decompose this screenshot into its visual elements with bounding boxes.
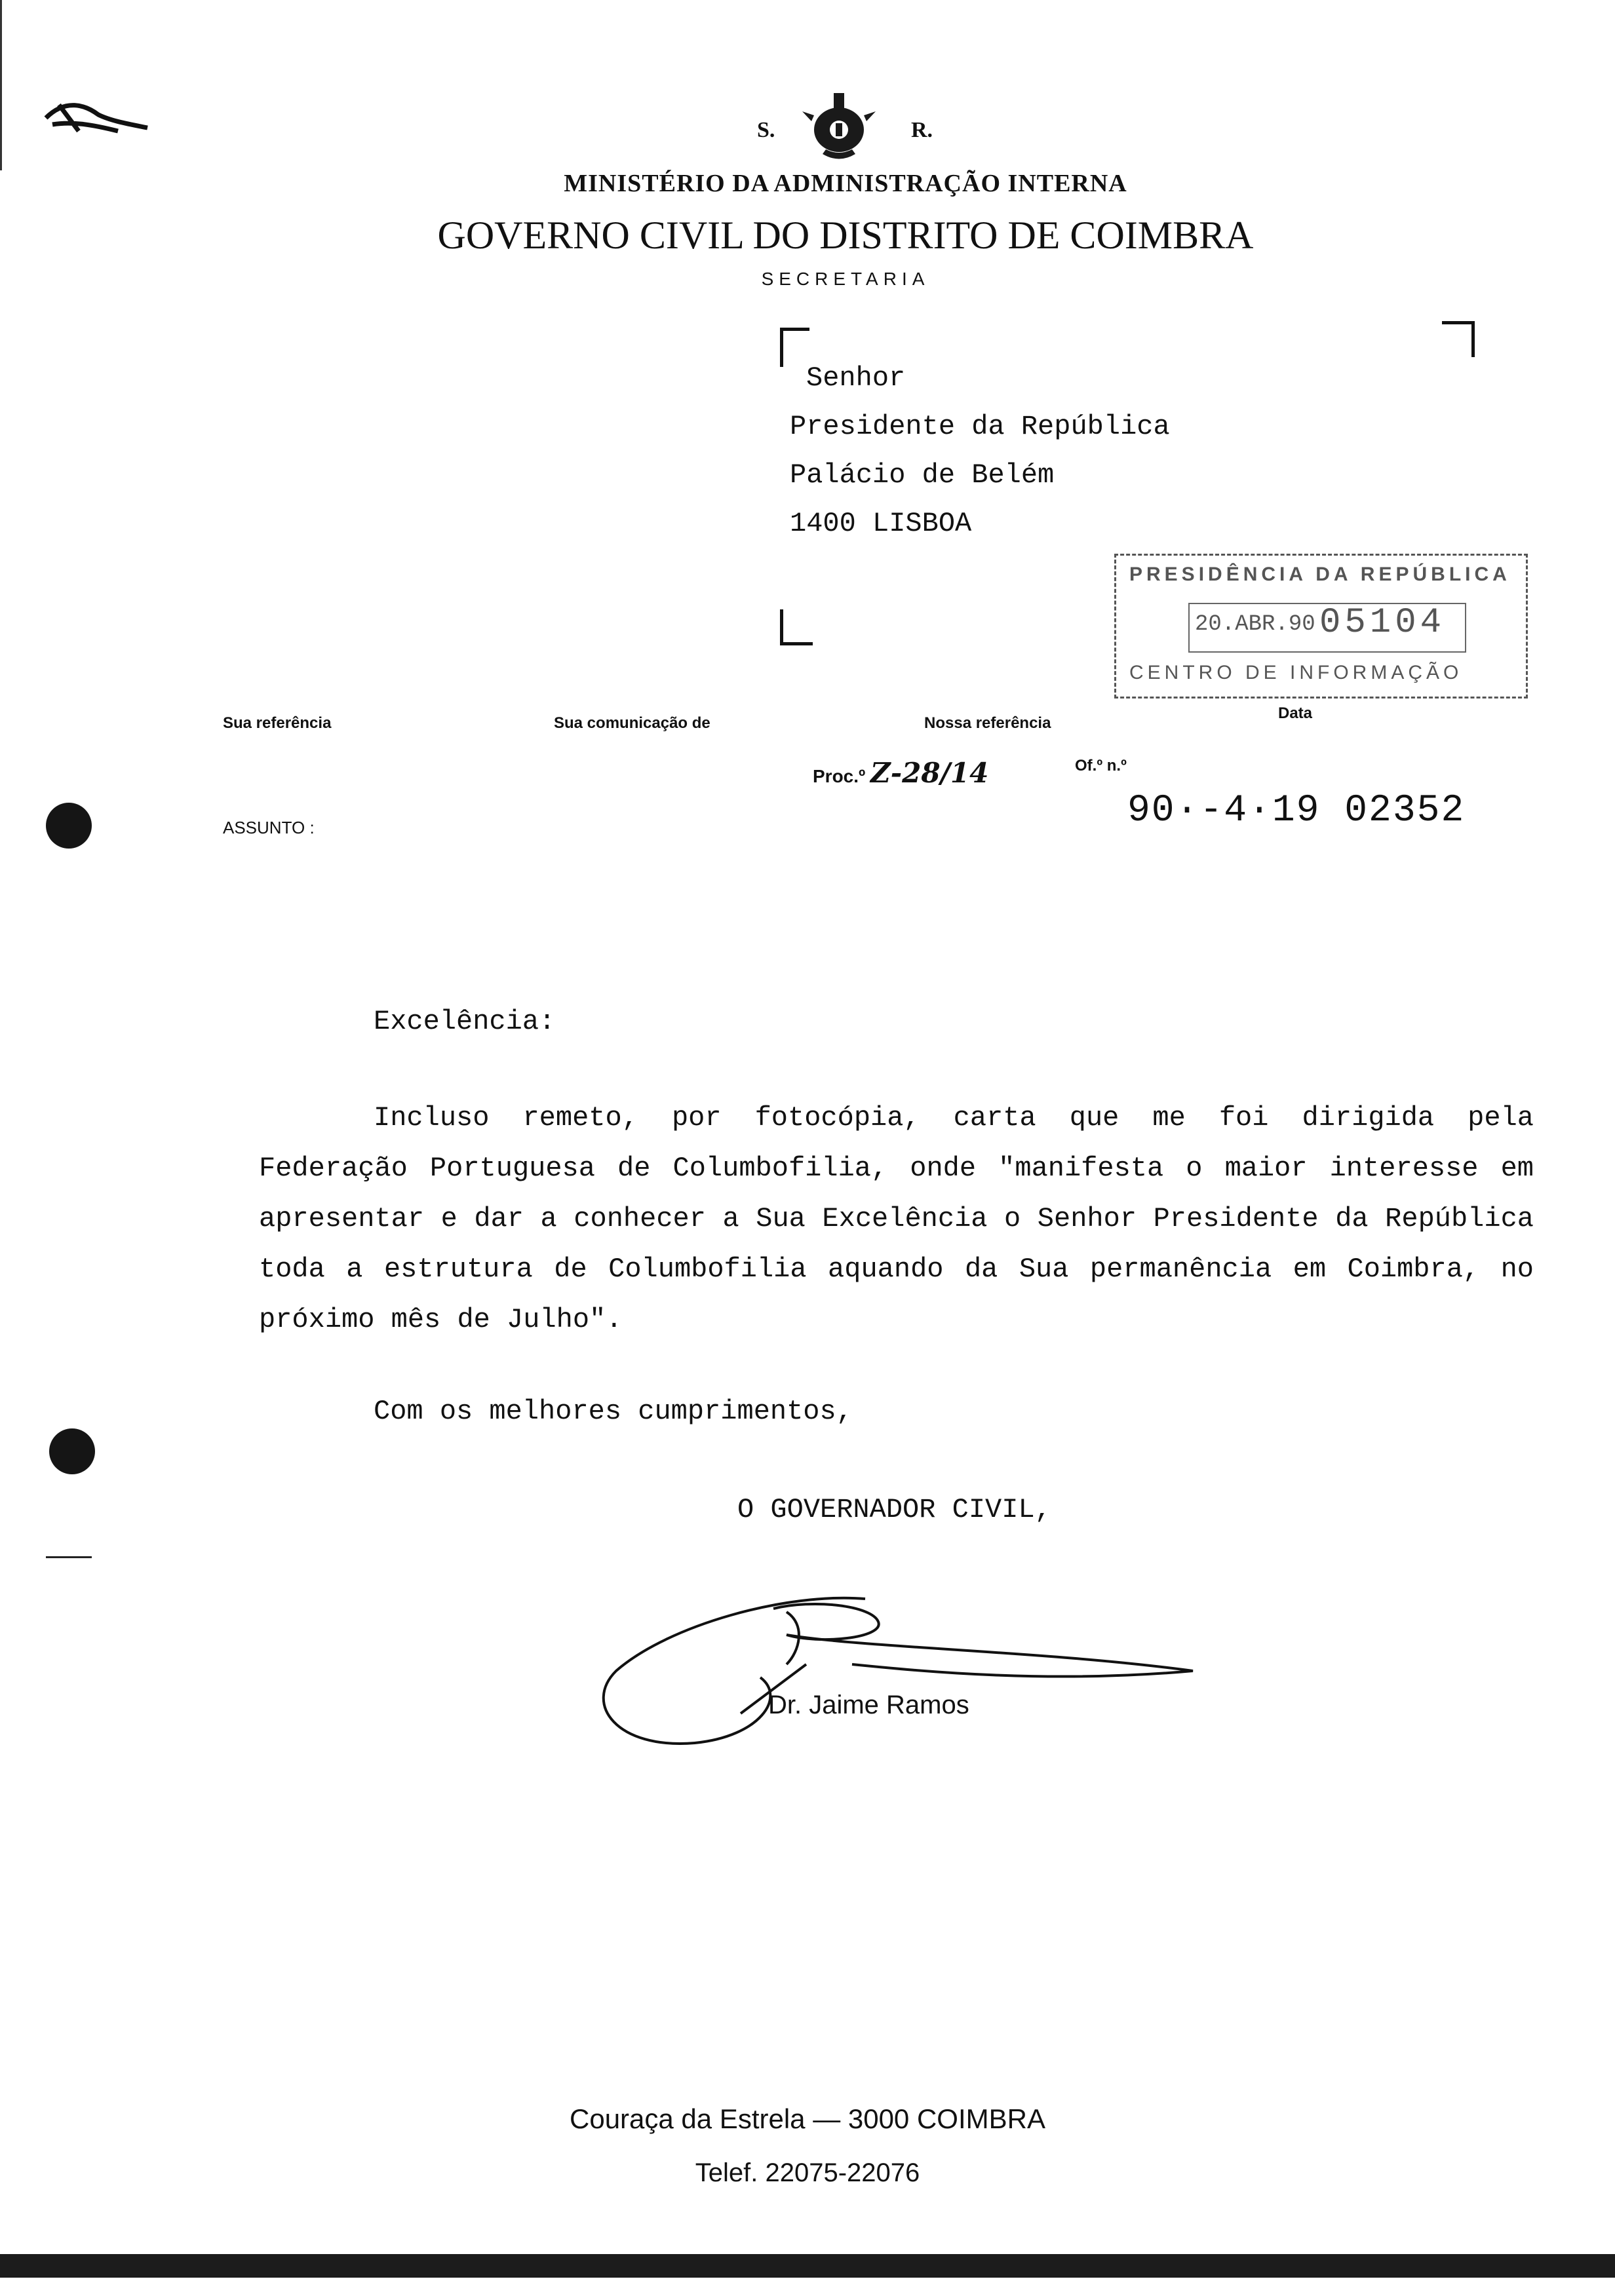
- proc-label: Proc.º: [813, 766, 866, 786]
- sua-referencia-label: Sua referência: [223, 714, 332, 732]
- recipient-line: 1400 LISBOA: [790, 508, 972, 539]
- stamp-footer: CENTRO DE INFORMAÇÃO: [1129, 662, 1463, 683]
- punch-hole-icon: [46, 803, 92, 849]
- nossa-referencia-label: Nossa referência: [924, 714, 1051, 732]
- process-reference: [813, 757, 988, 789]
- salutation: Excelência:: [374, 1006, 556, 1037]
- margin-scribble-icon: [39, 85, 151, 144]
- sua-comunicacao-label: Sua comunicação de: [554, 714, 710, 732]
- recipient-line: Presidente da República: [790, 411, 1170, 442]
- closing: Com os melhores cumprimentos,: [374, 1396, 853, 1427]
- handwritten-signature-icon: [590, 1586, 1213, 1756]
- recipient-line: Senhor: [806, 362, 906, 394]
- address-corner-top-right: [1442, 321, 1475, 357]
- scan-bottom-edge: [0, 2254, 1615, 2278]
- seal-letter-left: S.: [757, 118, 775, 142]
- margin-mark: [46, 1556, 92, 1558]
- punch-hole-icon: [49, 1428, 95, 1474]
- stamp-header: PRESIDÊNCIA DA REPÚBLICA: [1129, 564, 1511, 585]
- seal-letter-right: R.: [911, 118, 933, 142]
- footer-phone: Telef. 22075-22076: [695, 2158, 920, 2187]
- proc-value: Z-28/14: [870, 757, 989, 789]
- signatory-title: O GOVERNADOR CIVIL,: [737, 1494, 1051, 1525]
- ministry-name: MINISTÉRIO DA ADMINISTRAÇÃO INTERNA: [564, 170, 1127, 197]
- recipient-line: Palácio de Belém: [790, 459, 1055, 491]
- assunto-label: ASSUNTO :: [223, 818, 315, 837]
- department-name: SECRETARIA: [761, 269, 930, 289]
- left-edge-mark: [0, 0, 2, 170]
- letterhead-seal: [747, 92, 944, 164]
- oficio-label: Of.º n.º: [1075, 757, 1127, 775]
- office-title: GOVERNO CIVIL DO DISTRITO DE COIMBRA: [437, 214, 1254, 257]
- coat-of-arms-icon: [800, 92, 878, 164]
- letter-body: Incluso remeto, por fotocópia, carta que me foi dirigida pela Federação Portuguesa de Columbofilia, onde "manifesta o maior interesse em apresentar e dar a conhecer a Sua Excelência o Senhor Presidente da República toda a estrutura de Columbofilia aquando da Sua permanência em Coimbra, no próximo mês de Julho".: [259, 1102, 1534, 1335]
- date-number-stamp: 90·-4·19 02352: [1127, 790, 1466, 832]
- recipient-address: [790, 354, 1170, 548]
- address-corner-bottom-left: [780, 609, 813, 645]
- received-stamp: [1114, 554, 1528, 698]
- stamp-number: 05104: [1319, 603, 1446, 643]
- stamp-date: 20.ABR.90: [1195, 612, 1315, 637]
- data-label: Data: [1278, 704, 1313, 722]
- signatory-name: Dr. Jaime Ramos: [768, 1691, 969, 1719]
- footer-address: Couraça da Estrela — 3000 COIMBRA: [570, 2103, 1045, 2134]
